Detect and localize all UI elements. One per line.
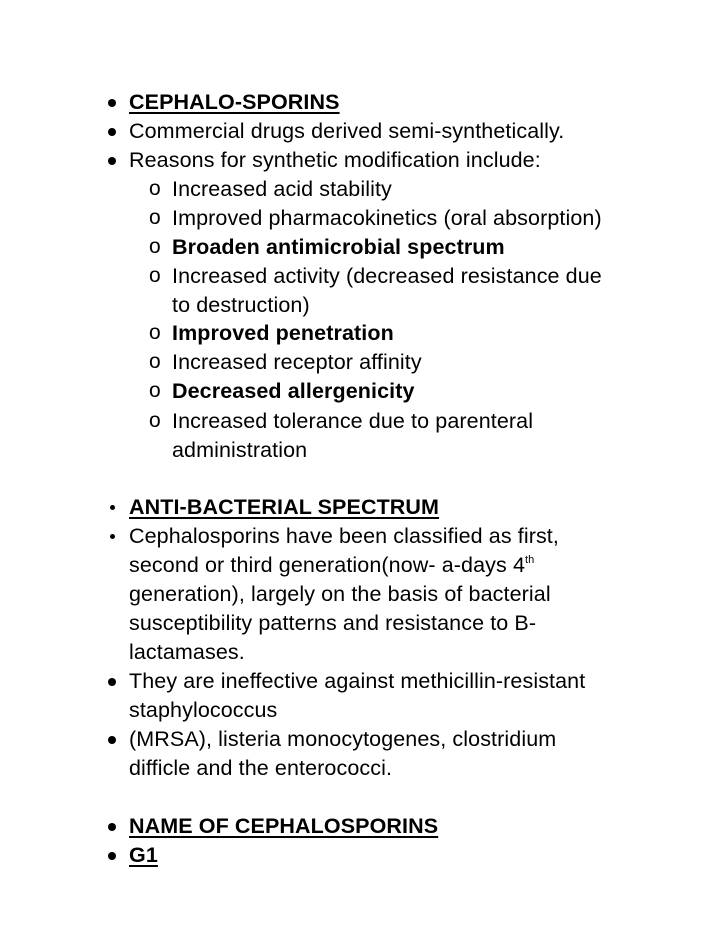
sub-bullet-icon: o	[149, 264, 161, 287]
bullet-icon	[108, 678, 116, 686]
bullet-text: Reasons for synthetic modification include:	[129, 148, 541, 172]
bullet-icon	[108, 852, 116, 860]
sub-bullet-icon: o	[149, 235, 161, 258]
sub-item-text: Improved penetration	[172, 321, 394, 345]
paragraph-line: generation), largely on the basis of bacterial	[129, 582, 551, 606]
sub-item-text: Improved pharmacokinetics (oral absorption)	[172, 206, 602, 230]
bullet-icon	[110, 534, 115, 539]
sub-bullet-icon: o	[149, 321, 161, 344]
bullet-text: Commercial drugs derived semi-synthetically.	[129, 119, 565, 143]
sub-item-text-continued: to destruction)	[172, 293, 310, 317]
paragraph-line: staphylococcus	[129, 698, 278, 722]
list-item-g1: G1	[129, 843, 158, 867]
section-heading-name-of-cephalosporins: NAME OF CEPHALOSPORINS	[129, 814, 439, 838]
sub-item-text: Broaden antimicrobial spectrum	[172, 235, 505, 259]
paragraph-line: lactamases.	[129, 640, 245, 664]
paragraph-line: They are ineffective against methicillin-resistant	[129, 669, 586, 693]
sub-bullet-icon: o	[149, 350, 161, 373]
sub-item-text: Decreased allergenicity	[172, 379, 415, 403]
sub-bullet-icon: o	[149, 379, 161, 402]
bullet-icon	[108, 823, 116, 831]
superscript: th	[525, 554, 535, 566]
paragraph-line: susceptibility patterns and resistance to B-	[129, 611, 537, 635]
bullet-icon	[108, 736, 116, 744]
paragraph-line: Cephalosporins have been classified as first,	[129, 524, 559, 548]
bullet-icon	[108, 99, 116, 107]
sub-bullet-icon: o	[149, 177, 161, 200]
paragraph-line: (MRSA), listeria monocytogenes, clostridium	[129, 727, 557, 751]
bullet-icon	[108, 128, 116, 136]
bullet-icon	[110, 505, 115, 510]
sub-item-text: Increased receptor affinity	[172, 350, 422, 374]
section-heading-anti-bacterial-spectrum: ANTI-BACTERIAL SPECTRUM	[129, 495, 440, 519]
sub-bullet-icon: o	[149, 206, 161, 229]
sub-item-text: Increased tolerance due to parenteral	[172, 409, 534, 433]
sub-item-text-continued: administration	[172, 438, 308, 462]
sub-bullet-icon: o	[149, 409, 161, 432]
sub-item-text: Increased acid stability	[172, 177, 392, 201]
sub-item-text: Increased activity (decreased resistance due	[172, 264, 602, 288]
section-heading-cephalosporins: CEPHALO-SPORINS	[129, 90, 340, 114]
bullet-icon	[108, 157, 116, 165]
paragraph-line: second or third generation(now- a-days 4th	[129, 553, 535, 577]
paragraph-line: difficle and the enterococci.	[129, 756, 393, 780]
